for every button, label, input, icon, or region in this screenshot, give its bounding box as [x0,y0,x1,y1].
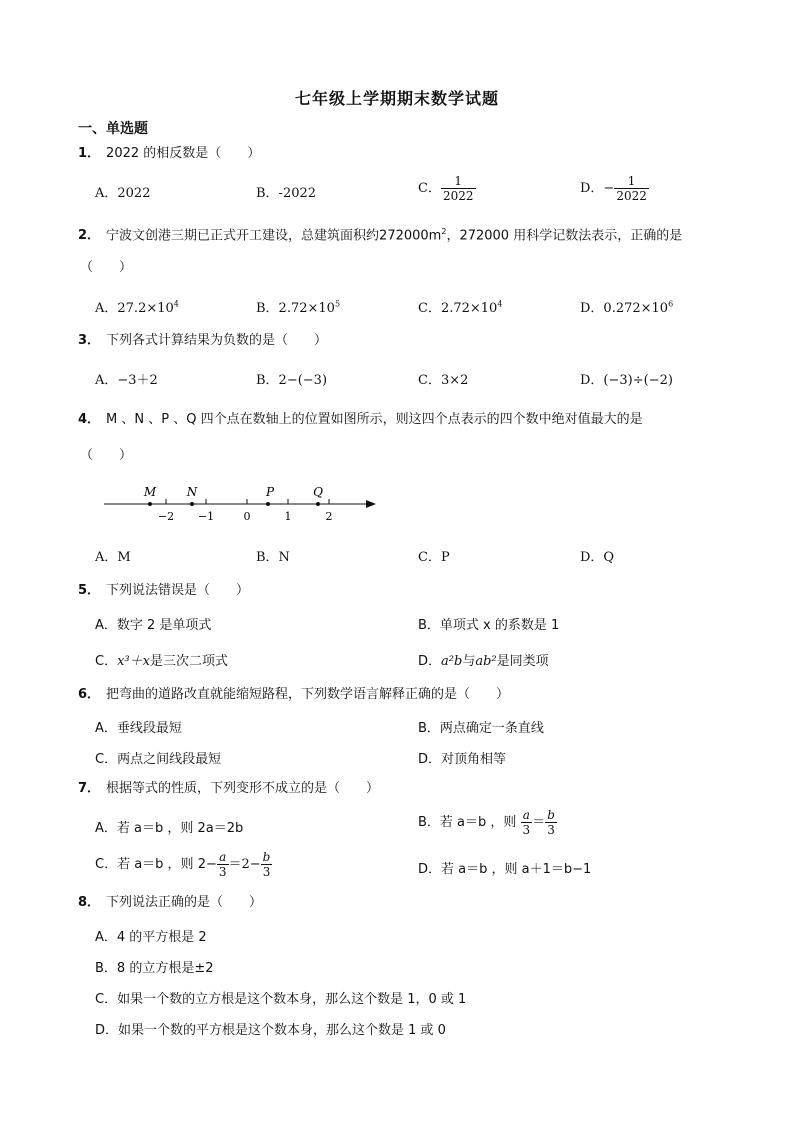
fraction-numerator: b [262,850,271,864]
fraction-numerator: a [219,850,227,864]
answer-paren: （ ） [80,448,133,463]
question-3 [78,332,728,350]
question-number: 4． [78,412,101,427]
option-d: D．对顶角相等 [418,752,507,767]
tick-label: −2 [157,510,175,523]
point-label-m: M [143,485,157,499]
fraction [261,850,273,879]
option-d: D．若 a＝b ，则 a＋1＝b−1 [418,862,592,877]
fraction-denominator: 2022 [616,189,647,203]
option-b: B．-2022 [256,186,317,201]
superscript: 2 [441,227,447,236]
option-a [95,297,179,316]
option-a: A．垂线段最短 [95,721,182,736]
option-d [580,297,673,316]
option-label: D．− [580,181,615,196]
question-text: 下列说法正确的是（ ） [106,895,263,910]
question-number: 7． [78,781,101,796]
fraction-denominator: 2022 [442,189,474,203]
option-c: C．如果一个数的立方根是这个数本身，那么这个数是 1，0 或 1 [95,992,467,1007]
section-heading: 一、单选题 [78,121,148,137]
option-text: A．27.2×10 [95,301,174,316]
question-number: 5． [78,583,101,598]
math-expression: ab² [475,654,497,669]
option-text: 与 [462,654,476,669]
answer-paren: （ ） [80,260,133,275]
option-a: A．M [95,550,131,565]
option-d: D．(−3)÷(−2) [580,373,673,388]
question-7 [78,780,728,798]
option-c [418,297,502,316]
point-p [266,502,270,506]
question-2 [78,223,728,245]
question-number: 1． [78,146,101,161]
fraction-numerator: a [522,808,530,822]
option-text: C．若 a＝b ，则 2− [95,857,217,872]
math-expression: x³＋x [117,654,150,669]
fraction [521,808,533,837]
point-label-p: P [265,485,275,499]
arrow-head-icon [366,500,376,508]
option-text: B．2.72×10 [256,301,335,316]
option-label: C． [95,654,118,669]
tick-label: 1 [284,510,292,523]
option-a: A．若 a＝b ，则 2a＝2b [95,821,244,836]
question-number: 6． [78,687,101,702]
tick-label: 2 [325,510,333,523]
math-operator: ＝2− [228,857,261,872]
question-text-cont: ，272000 用科学记数法表示，正确的是 [446,228,683,244]
option-c: C．3×2 [418,373,469,388]
point-m [148,502,152,506]
question-number: 8． [78,895,101,910]
option-text: 是三次二项式 [149,654,228,669]
option-b: B．单项式 x 的系数是 1 [418,618,560,633]
option-c: C．两点之间线段最短 [95,752,222,767]
option-text: C．2.72×10 [418,301,498,316]
option-b: B．2−(−3) [256,373,328,388]
question-text: 2022 的相反数是（ ） [106,146,261,161]
fraction-numerator: 1 [627,174,636,188]
tick-label: 0 [243,510,251,523]
option-text: B．若 a＝b ，则 [418,815,517,830]
question-6 [78,686,728,704]
question-text: 根据等式的性质，下列变形不成立的是（ ） [106,781,380,796]
tick-label: −1 [197,510,215,523]
fraction-numerator: 1 [454,174,463,188]
superscript: 4 [497,299,503,309]
option-b [256,297,340,316]
point-label-n: N [186,485,198,499]
question-1 [78,145,728,163]
page-title: 七年级上学期期末数学试题 [294,89,499,108]
point-label-q: Q [313,485,323,499]
option-b [418,808,557,837]
fraction [545,808,557,837]
point-q [316,502,320,506]
question-number: 3． [78,333,101,348]
option-text: 是同类项 [496,654,549,669]
superscript: 5 [334,299,341,309]
question-text: 下列说法错误是（ ） [106,583,250,598]
option-label: C． [418,181,441,196]
math-expression: a²b [441,654,463,669]
option-d [580,174,649,203]
question-4 [78,411,728,429]
option-c [95,650,228,669]
option-b: B．两点确定一条直线 [418,721,544,736]
fraction-denominator: 3 [218,865,227,879]
option-label: D． [418,654,442,669]
option-b: B．N [256,550,290,565]
point-n [190,502,194,506]
option-c [95,850,272,879]
option-a: A．数字 2 是单项式 [95,618,212,633]
superscript: 4 [173,299,179,309]
question-5 [78,582,728,600]
question-number: 2． [78,228,101,244]
fraction [441,174,476,203]
superscript: 6 [668,299,674,309]
option-d: D．Q [580,550,615,565]
fraction [614,174,649,203]
option-c [418,174,476,203]
question-8 [78,894,728,912]
fraction-denominator: 3 [522,823,531,837]
option-a: A．−3＋2 [95,373,158,388]
question-text: 把弯曲的道路改直就能缩短路程，下列数学语言解释正确的是（ ） [106,687,510,702]
option-d [418,650,549,669]
fraction-numerator: b [547,808,555,822]
question-text: 下列各式计算结果为负数的是（ ） [106,333,328,348]
fraction [217,850,229,879]
fraction-denominator: 3 [547,823,555,837]
option-c: C．P [418,550,450,565]
fraction-denominator: 3 [262,865,271,879]
question-text: 宁波文创港三期已正式开工建设，总建筑面积约272000m [106,228,442,244]
number-line-figure [100,483,390,533]
option-b: B．8 的立方根是±2 [95,961,214,976]
option-text: D．0.272×10 [580,301,669,316]
option-a: A．2022 [95,186,151,201]
question-text: M 、N 、P 、Q 四个点在数轴上的位置如图所示，则这四个点表示的四个数中绝对值最大的是 [106,412,643,427]
equals-sign: ＝ [532,815,546,830]
option-a: A．4 的平方根是 2 [95,930,207,945]
option-d: D．如果一个数的平方根是这个数本身，那么这个数是 1 或 0 [95,1023,446,1038]
